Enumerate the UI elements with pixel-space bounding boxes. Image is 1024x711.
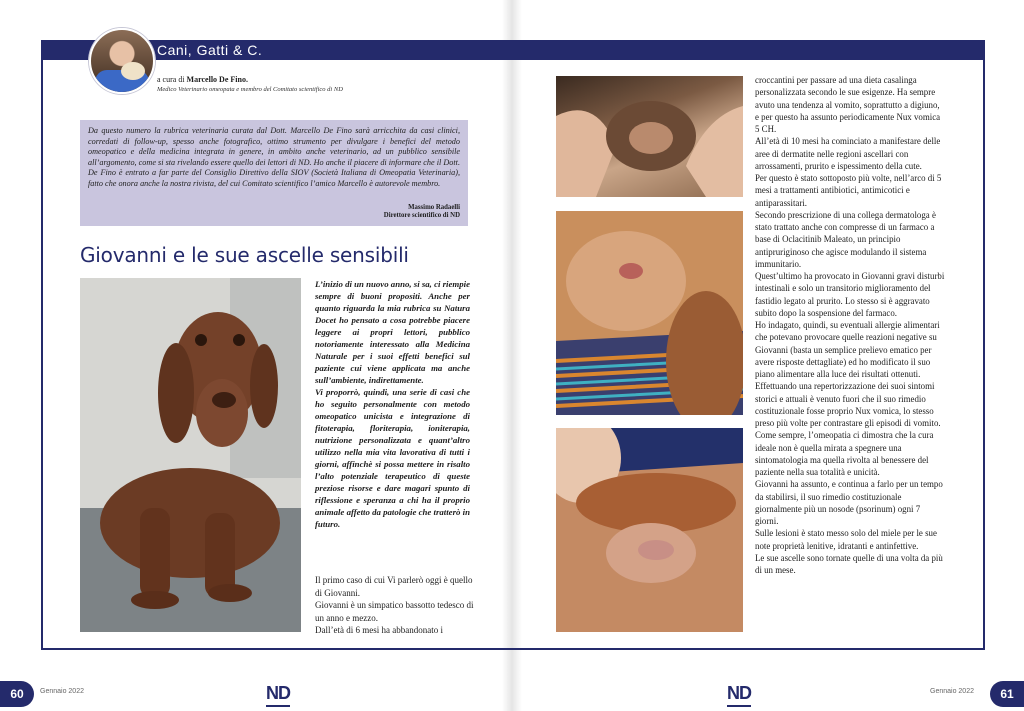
body-paragraph: Secondo prescrizione di una collega dermatologa è stato trattato anche con compresse di un farmaco a base di Oclacitinib Maleato, un principio antipruriginoso che agisce modulando il sistema immunitario. xyxy=(755,209,936,269)
lead-paragraph: Vi proporrò, quindi, una serie di casi che ho seguito personalmente con metodo omeopatico unicista e integrazione di fitoterapia, floriterapia, ioniterapia, nutrizione personalizzata e quant’altro utilizzo nella mia vita lavorativa di tutti i giorni, affinchè si possa mettere in risalto l’alto potenziale terapeutico di queste preziose risorse e dare magari spunto di riflessione e speranza a chi ha il proprio animale affetto da patologie che tratterò in futuro. xyxy=(315,387,470,529)
page-number-right: 61 xyxy=(990,681,1024,707)
author-avatar xyxy=(89,28,155,94)
author-role: Medico Veterinario omeopata e membro del Comitato scientifico di ND xyxy=(157,86,343,93)
healed-illustration xyxy=(556,428,743,632)
armpit-photo-healed xyxy=(556,428,743,632)
body-paragraph: croccantini per passare ad una dieta casalinga personalizzata secondo le sue esigenze. Ha sempre avuto una tendenza al vomito, soprattutto a digiuno, e per questo ha assunto periodicamente Nux vomica 5 CH. xyxy=(755,75,941,134)
article-lead xyxy=(315,278,470,530)
armpit-photo-hands xyxy=(556,76,743,197)
signature-role: Direttore scientifico di ND xyxy=(383,212,460,219)
byline xyxy=(157,75,248,85)
body-paragraph: Come sempre, l’omeopatia ci dimostra che la cura ideale non è quella mirata a spegnere una sintomatologia ma quella rivolta al benessere del paziente nella sua totalità e unicità. xyxy=(755,430,934,477)
dachshund-illustration xyxy=(80,278,301,632)
intro-box xyxy=(80,120,468,226)
body-text-left xyxy=(315,574,475,637)
nd-logo-left: ND xyxy=(266,683,290,707)
closeup-illustration xyxy=(556,211,743,415)
body-paragraph: Effettuando una repertorizzazione dei suoi sintomi storici e attuali è venuto fuori che il suo rimedio costituzionale fosse proprio Nux vomica, lo stesso preso più volte per contrastare gli episodi di vomito. xyxy=(755,381,941,428)
body-paragraph: Giovanni ha assunto, e continua a farlo per un tempo da stabilirsi, il suo rimedio costituzionale giornalmente più un nosode (psorinum) ogni 7 giorni. xyxy=(755,479,943,526)
article-title: Giovanni e le sue ascelle sensibili xyxy=(80,243,409,267)
byline-prefix: a cura di xyxy=(157,75,185,84)
body-text-right xyxy=(755,74,945,576)
armpit-photo-closeup xyxy=(556,211,743,415)
column-title: Cani, Gatti & C. xyxy=(157,42,263,58)
body-paragraph: Quest’ultimo ha provocato in Giovanni gravi disturbi intestinali e solo un transitorio miglioramento del fastidio legato al prurito. Lo stesso si è aggravato subito dopo la sospensione del farmaco. xyxy=(755,271,945,318)
body-paragraph: All’età di 10 mesi ha cominciato a manifestare delle aree di dermatite nelle regioni ascellari con arrossamenti, prurito e ispessimento della cute. xyxy=(755,136,941,171)
issue-date-right: Gennaio 2022 xyxy=(930,688,974,695)
body-paragraph: Il primo caso di cui Vi parlerò oggi è quello di Giovanni. xyxy=(315,575,473,598)
author-dog xyxy=(121,62,145,80)
dachshund-photo xyxy=(80,278,301,632)
intro-signature xyxy=(384,204,460,220)
intro-text: Da questo numero la rubrica veterinaria curata dal Dott. Marcello De Fino sarà arricchita da casi clinici, corredati di follow-up, spesso anche fotografico, ottimo strumento per divulgare i benefici del metodo omeopatico e della medicina integrata in genere, in ambito anche veterinario, ad un pubblico sensibile all’argomento, come si sta rivelando essere quello dei lettori di ND. Ho anche il piacere di informare che il Dott. De Fino è entrato a far parte del Consiglio Direttivo della SIOV (Società Italiana di Omeopatia Veterinaria), fatto che onora anche la nostra rivista, del cui Comitato scientifico l’amico Marcello è autorevole membro. xyxy=(88,126,460,188)
issue-date-left: Gennaio 2022 xyxy=(40,688,84,695)
body-paragraph: Le sue ascelle sono tornate quelle di una volta da più di un mese. xyxy=(755,552,943,575)
nd-logo-right: ND xyxy=(727,683,751,707)
hands-illustration xyxy=(556,76,743,197)
body-paragraph: Ho indagato, quindi, su eventuali allergie alimentari che potevano provocare quelle reazioni negative su Giovanni (basta un semplice prelievo ematico per avere risposte dettagliate) ed ho modificato il suo piano alimentare alla luce dei risultati ottenuti. xyxy=(755,320,940,379)
lead-paragraph: L’inizio di un nuovo anno, si sa, ci riempie sempre di buoni propositi. Anche per quanto riguarda la mia rubrica su Natura Docet ho pensato a cosa potrebbe piacere leggere ai propri lettori, pubblico notoriamente interessato alla Medicina Naturale per i suoi effetti benefici sul paziente cui viene applicata ma anche sull’ambiente, indirettamente. xyxy=(315,279,470,385)
byline-author: Marcello De Fino. xyxy=(186,75,248,84)
body-paragraph: Giovanni è un simpatico bassotto tedesco di un anno e mezzo. xyxy=(315,600,474,623)
page-number-left: 60 xyxy=(0,681,34,707)
signature-name: Massimo Radaelli xyxy=(408,204,460,211)
body-paragraph: Per questo è stato sottoposto più volte, nell’arco di 5 mesi a trattamenti antibiotici, antimicotici e antiparassitari. xyxy=(755,173,942,208)
body-paragraph: Dall’età di 6 mesi ha abbandonato i xyxy=(315,625,443,635)
body-paragraph: Sulle lesioni è stato messo solo del miele per le sue note proprietà lenitive, idratanti e antinfettive. xyxy=(755,528,937,551)
